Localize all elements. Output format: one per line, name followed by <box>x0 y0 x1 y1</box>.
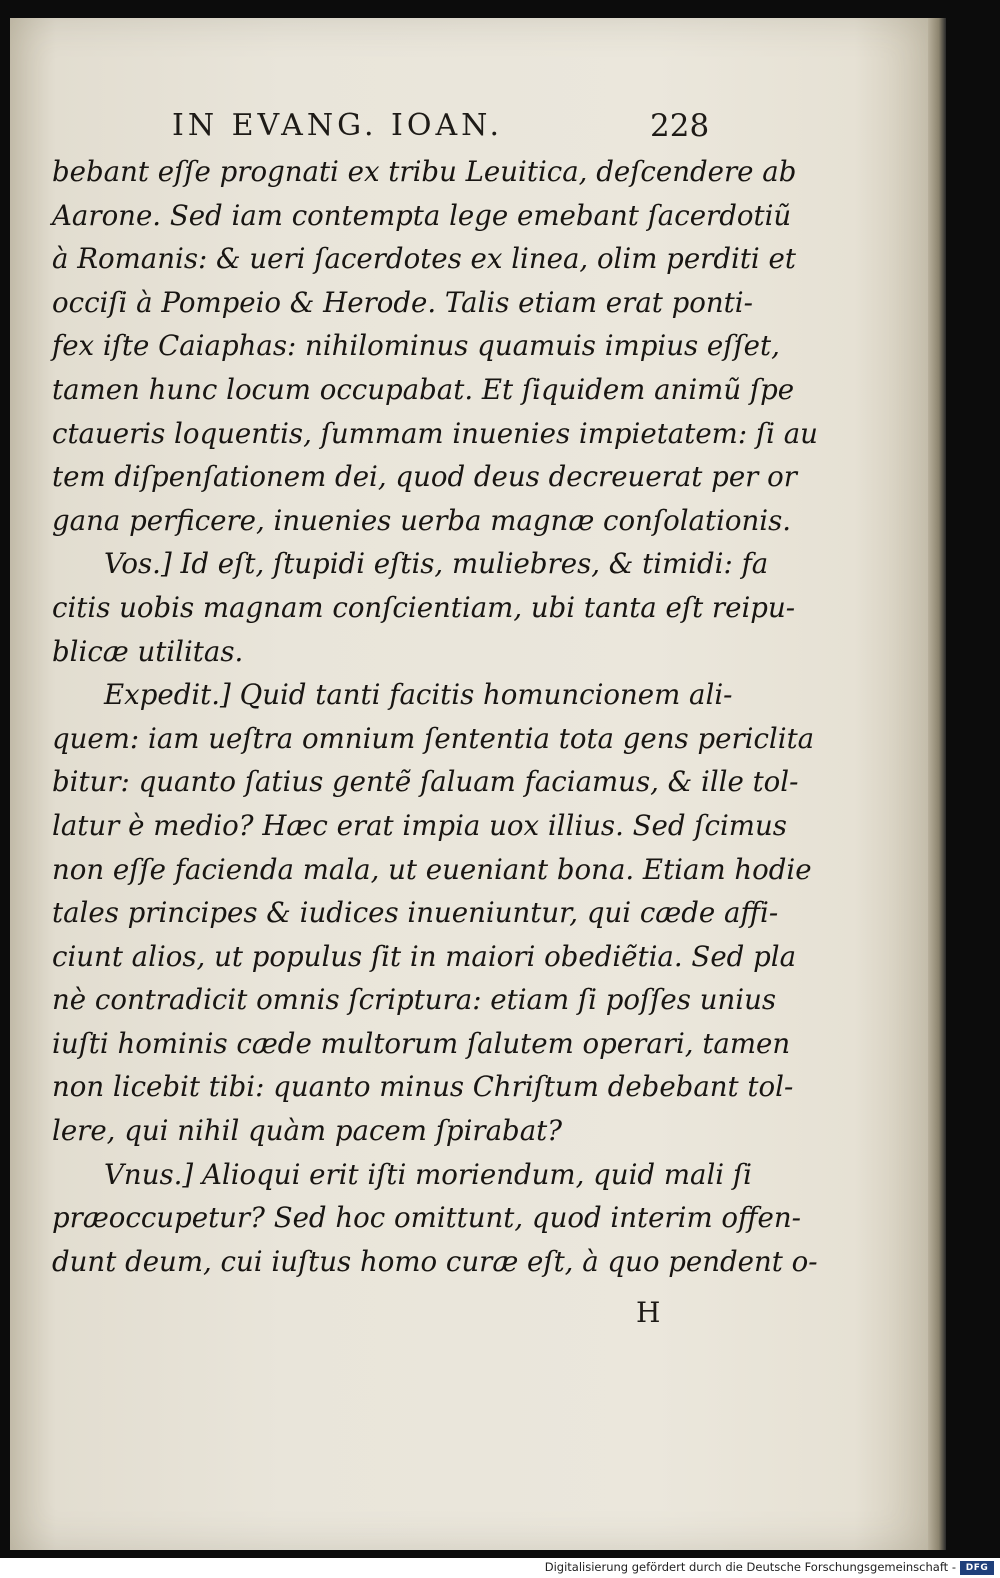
running-head: IN EVANG. IOAN. <box>172 108 504 143</box>
text-line: gana perficere, inuenies uerba magnæ conſolationis. <box>52 503 792 537</box>
text-line: Aarone. Sed iam contempta lege emebant ſacerdotiũ <box>52 198 792 232</box>
text-line-paragraph-start: Vos.] Id eſt, ſtupidi eſtis, muliebres, & timidi: fa <box>104 547 769 581</box>
text-line: ctaueris loquentis, ſummam inuenies impietatem: ſi au <box>52 416 818 450</box>
text-line: non eſſe facienda mala, ut eueniant bona. Etiam hodie <box>52 852 812 886</box>
text-line: tem diſpenſationem dei, quod deus decreuerat per or <box>52 460 797 494</box>
text-line: citis uobis magnam conſcientiam, ubi tanta eſt reipu- <box>52 590 796 624</box>
text-line: dunt deum, cui iuſtus homo curæ eſt, à quo pendent o- <box>52 1244 818 1278</box>
text-line: præoccupetur? Sed hoc omittunt, quod interim offen- <box>52 1201 801 1235</box>
text-line: quem: iam ueſtra omnium ſententia tota gens periclita <box>52 721 815 755</box>
text-line: occiſi à Pompeio & Herode. Talis etiam erat ponti- <box>52 285 753 319</box>
text-line: iuſti hominis cæde multorum ſalutem operari, tamen <box>52 1026 791 1060</box>
text-line-paragraph-start: Vnus.] Alioqui erit iſti moriendum, quid mali ſi <box>104 1157 752 1191</box>
text-line: bebant eſſe prognati ex tribu Leuitica, deſcendere ab <box>52 155 797 188</box>
signature-mark: H <box>636 1296 661 1329</box>
text-line: lere, qui nihil quàm pacem ſpirabat? <box>52 1114 563 1148</box>
text-line: tamen hunc locum occupabat. Et ſiquidem animũ ſpe <box>52 372 795 406</box>
text-line-paragraph-start: Expedit.] Quid tanti facitis homuncionem ali- <box>104 678 733 712</box>
page-edge <box>928 18 946 1550</box>
body-text <box>52 150 818 1283</box>
text-line: fex iſte Caiaphas: nihilominus quamuis impius eſſet, <box>52 329 780 363</box>
text-line: nè contradicit omnis ſcriptura: etiam ſi poſſes unius <box>52 983 776 1017</box>
text-line: à Romanis: & ueri ſacerdotes ex linea, olim perditi et <box>52 242 796 276</box>
text-line: ciunt alios, ut populus ſit in maiori obediẽtia. Sed pla <box>52 939 797 973</box>
text-line: bitur: quanto ſatius gentẽ ſaluam faciamus, & ille tol- <box>52 765 799 799</box>
text-line: non licebit tibi: quanto minus Chriſtum debebant tol- <box>52 1070 794 1104</box>
page-number: 228 <box>650 108 710 144</box>
text-line: latur è medio? Hæc erat impia uox illius. Sed ſcimus <box>52 808 787 842</box>
text-line: tales principes & iudices inueniuntur, qui cæde affi- <box>52 896 779 930</box>
funding-credit: Digitalisierung gefördert durch die Deutsche Forschungsgemeinschaft - <box>544 1560 956 1574</box>
dfg-logo: DFG <box>960 1561 994 1575</box>
text-line: blicæ utilitas. <box>52 634 244 668</box>
